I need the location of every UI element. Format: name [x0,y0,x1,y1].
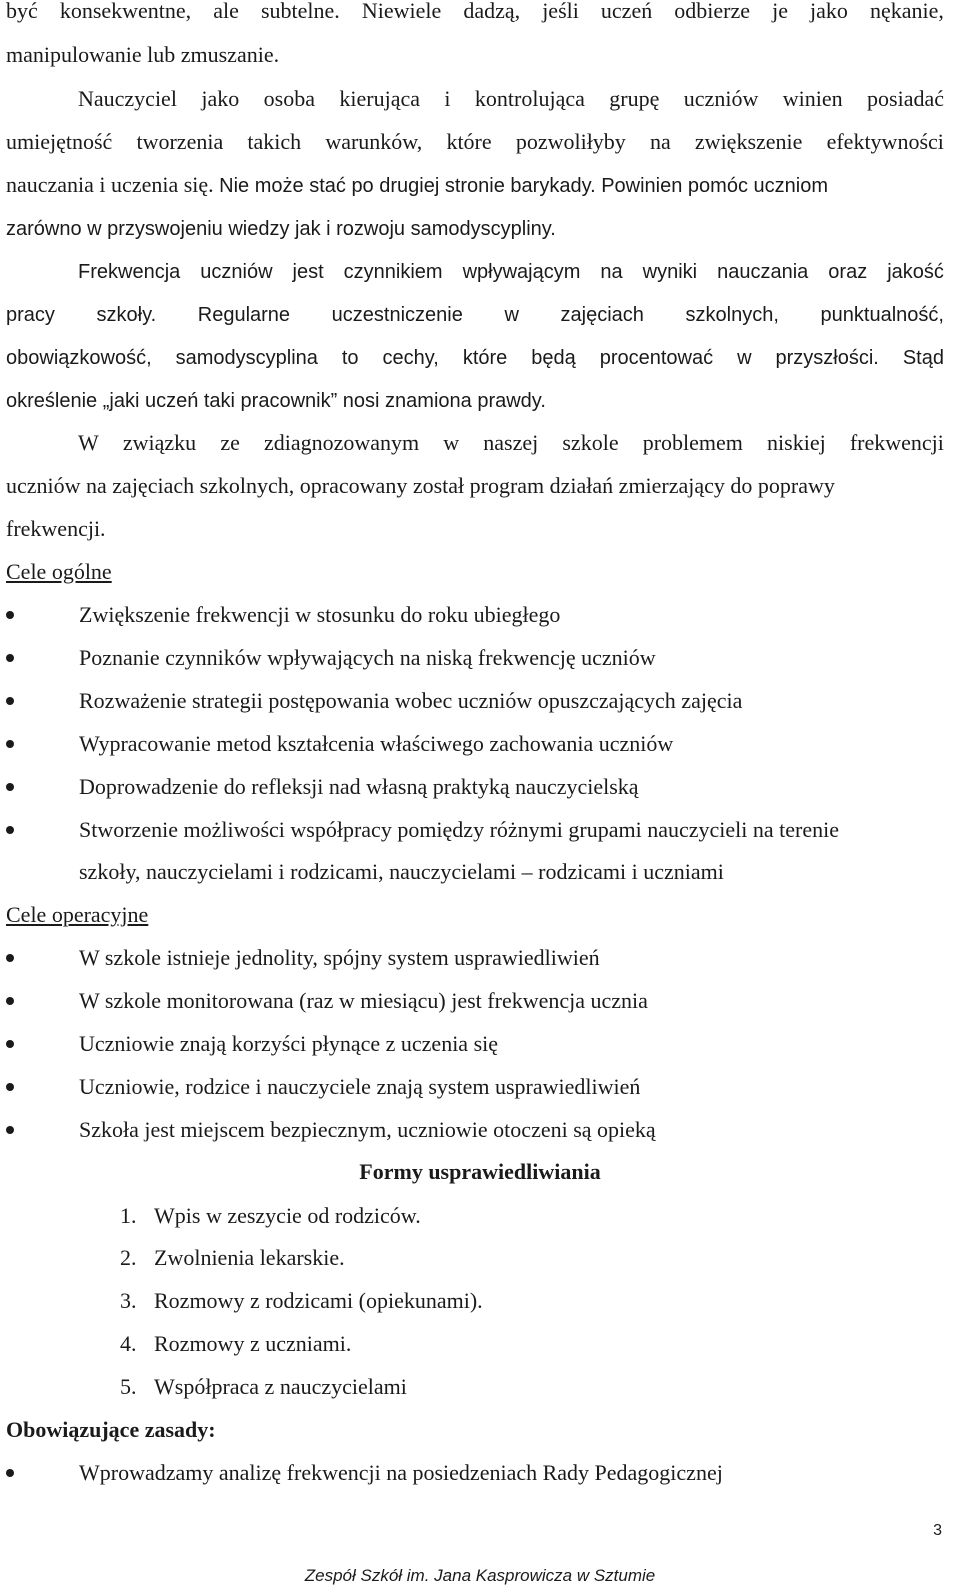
section-heading: Cele operacyjne [6,902,149,927]
word: grupę [609,86,660,111]
word: na [649,129,671,154]
word: wyniki [642,261,698,283]
page-footer: Zespół Szkół im. Jana Kasprowicza w Sztumie [304,1566,656,1585]
bullet-icon [6,1469,14,1477]
word: uczeń [600,0,653,23]
word: problemem [642,430,743,455]
bullet-icon [6,954,14,962]
bullet-icon [6,1040,14,1048]
paragraph-line [6,343,944,373]
word: będą [531,347,576,369]
word: być [6,0,38,23]
bullet-icon [6,740,14,748]
word: szkoły. [96,304,157,326]
word: osoba [263,86,315,111]
word: w [504,304,519,326]
bullet-icon [6,826,14,834]
paragraph-line [6,170,828,200]
word: zajęciach [560,304,644,326]
section-heading: Obowiązujące zasady: [6,1417,216,1442]
word: jako [201,86,240,111]
word: jakość [887,261,944,283]
word: przyszłości. [775,347,879,369]
word: umiejętność [6,129,113,154]
word: związku [122,430,197,455]
word: tworzenia [136,129,224,154]
bullet-icon [6,611,14,619]
section-heading: Cele ogólne [6,559,112,584]
word: Nauczyciel [78,86,177,111]
word: zdiagnozowanym [263,430,420,455]
word: naszej [483,430,539,455]
word: konsekwentne, [59,0,192,23]
word: nękanie, [869,0,944,23]
word: szkolnych, [685,304,779,326]
word: odbierze [674,0,751,23]
word: to [341,347,359,369]
page-number: 3 [933,1522,942,1539]
bullet-icon [6,783,14,791]
word: punktualność, [820,304,944,326]
word: samodyscyplina [175,347,318,369]
word: je [772,0,788,23]
word: na [600,261,623,283]
paragraph-line [6,127,944,157]
word: w [443,430,460,455]
word: dadzą, [463,0,521,23]
word: jest [292,261,324,283]
word: wpływającym [462,261,581,283]
word: ale [213,0,239,23]
word: oraz [828,261,868,283]
word: obowiązkowość, [6,347,152,369]
word: kierująca [339,86,420,111]
word: winien [782,86,843,111]
word: W [78,430,99,455]
word: i [444,86,451,111]
word: niskiej [767,430,826,455]
word: Stąd [902,347,944,369]
word: czynnikiem [343,261,443,283]
paragraph-line [78,428,944,458]
word: warunków, [325,129,423,154]
word: uczniów [683,86,759,111]
paragraph-text: nauczania i uczenia się. [6,172,214,197]
paragraph-line: manipulowanie lub zmuszanie. [6,42,280,67]
word: w [737,347,752,369]
word: pozwoliłyby [515,129,626,154]
word: szkole [562,430,619,455]
list-item-continuation: szkoły, nauczycielami i rodzicami, nauczycielami – rodzicami i uczniami [79,859,724,884]
word: uczniów [200,261,273,283]
paragraph-line: uczniów na zajęciach szkolnych, opracowany został program działań zmierzający do poprawy [6,473,835,498]
word: Frekwencja [78,261,181,283]
word: takich [247,129,302,154]
word: zwiększenie [694,129,803,154]
paragraph-line [6,0,944,26]
paragraph-line: frekwencji. [6,516,106,541]
word: które [446,129,492,154]
section-heading: Formy usprawiedliwiania [359,1159,601,1184]
bullet-icon [6,1126,14,1134]
word: jako [810,0,848,23]
word: jeśli [542,0,579,23]
bullet-icon [6,654,14,662]
word: pracy [6,304,55,326]
bullet-icon [6,997,14,1005]
word: nauczania [717,261,809,283]
word: cechy, [382,347,439,369]
word: które [462,347,508,369]
word: Regularne [197,304,291,326]
paragraph-line [78,257,944,287]
paragraph-line: określenie „jaki uczeń taki pracownik” nosi znamiona prawdy. [6,390,546,412]
word: frekwencji [849,430,944,455]
word: efektywności [826,129,944,154]
paragraph-line: zarówno w przyswojeniu wiedzy jak i rozwoju samodyscypliny. [6,218,556,240]
bullet-icon [6,697,14,705]
word: ze [220,430,240,455]
word: procentować [599,347,714,369]
paragraph-line [78,84,944,114]
paragraph-text: Nie może stać po drugiej stronie barykady. Powinien pomóc uczniom [219,175,828,197]
paragraph-line [6,300,944,330]
word: posiadać [867,86,944,111]
word: uczestniczenie [331,304,463,326]
word: Niewiele [361,0,442,23]
word: subtelne. [260,0,340,23]
bullet-icon [6,1083,14,1091]
word: kontrolująca [474,86,585,111]
